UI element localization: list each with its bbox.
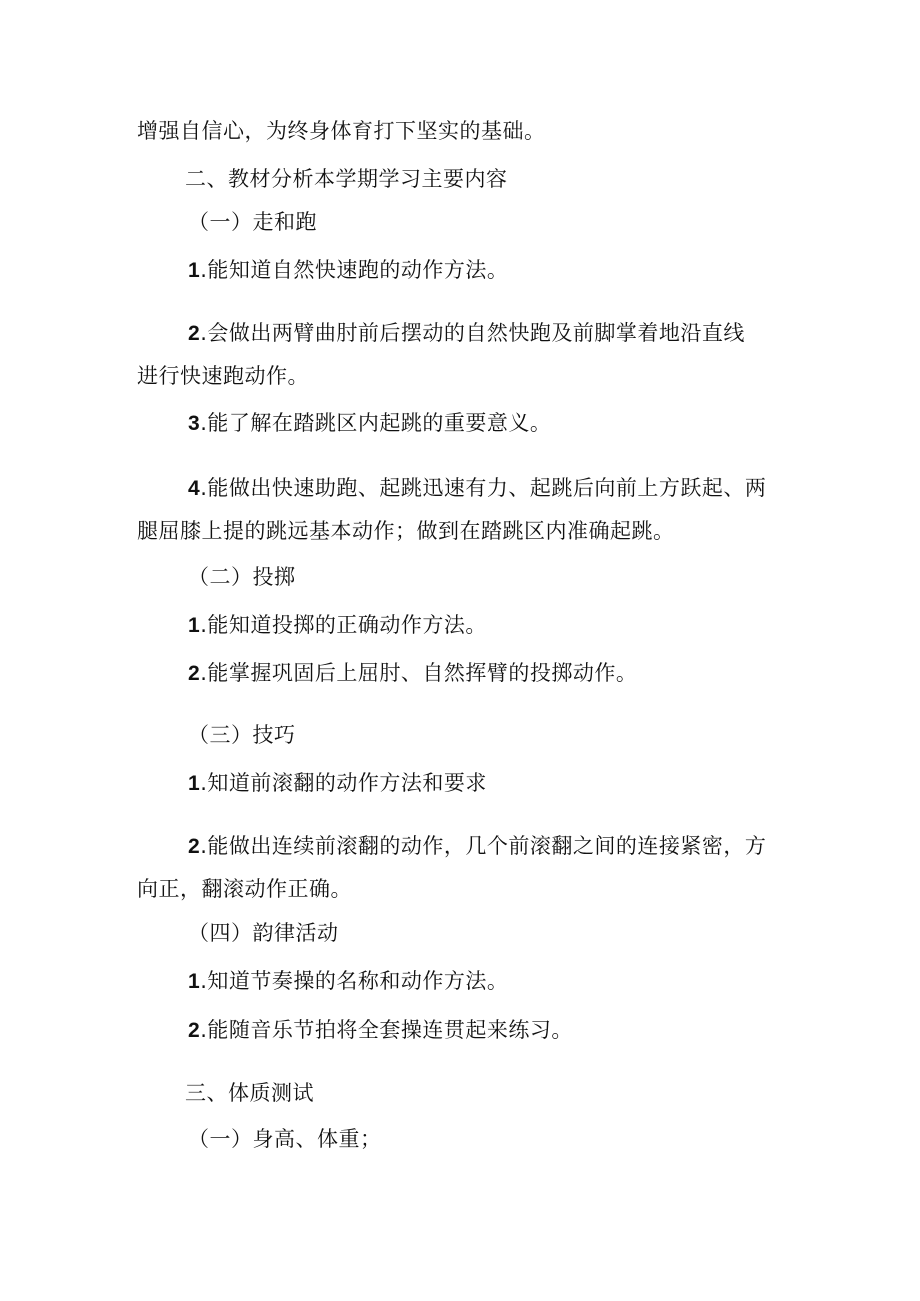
item-text: .知道节奏操的名称和动作方法。 — [200, 969, 509, 993]
part-4-item-1 — [188, 968, 508, 995]
part-1-item-4 — [188, 475, 766, 502]
part-4-item-2 — [188, 1017, 573, 1044]
part-3-heading: （三）技巧 — [188, 723, 296, 747]
section-three-item-1: （一）身高、体重； — [188, 1127, 382, 1151]
part-1-item-2 — [188, 320, 745, 347]
section-two-heading: 二、教材分析本学期学习主要内容 — [185, 167, 508, 191]
part-1-item-1 — [188, 257, 508, 284]
item-number: 1 — [188, 772, 201, 795]
part-1-heading: （一）走和跑 — [188, 210, 317, 234]
item-number: 4 — [188, 477, 201, 500]
item-text: .能知道投掷的正确动作方法。 — [200, 613, 487, 637]
part-4-heading: （四）韵律活动 — [188, 921, 339, 945]
item-number: 2 — [188, 1019, 201, 1042]
item-number: 3 — [188, 412, 201, 435]
item-text: .能掌握巩固后上屈肘、自然挥臂的投掷动作。 — [200, 661, 638, 685]
item-number: 2 — [188, 835, 201, 858]
item-text: .会做出两臂曲肘前后摆动的自然快跑及前脚掌着地沿直线 — [200, 321, 745, 345]
part-2-item-1 — [188, 612, 487, 639]
item-text: .能做出快速助跑、起跳迅速有力、起跳后向前上方跃起、两 — [200, 476, 767, 500]
item-text: .能随音乐节拍将全套操连贯起来练习。 — [200, 1018, 573, 1042]
part-1-item-3 — [188, 410, 551, 437]
part-3-item-2-continuation: 向正，翻滚动作正确。 — [137, 877, 352, 901]
part-1-item-4-continuation: 腿屈膝上提的跳远基本动作；做到在踏跳区内准确起跳。 — [137, 519, 675, 543]
section-three-heading: 三、体质测试 — [185, 1081, 314, 1105]
item-text: .能做出连续前滚翻的动作，几个前滚翻之间的连接紧密，方 — [200, 834, 767, 858]
item-text: .能了解在踏跳区内起跳的重要意义。 — [200, 411, 552, 435]
part-1-item-2-continuation: 进行快速跑动作。 — [137, 364, 309, 388]
item-text: .知道前滚翻的动作方法和要求 — [200, 771, 487, 795]
part-3-item-1 — [188, 770, 487, 797]
item-number: 2 — [188, 322, 201, 345]
part-2-item-2 — [188, 660, 637, 687]
item-text: .能知道自然快速跑的动作方法。 — [200, 258, 509, 282]
item-number: 2 — [188, 662, 201, 685]
item-number: 1 — [188, 259, 201, 282]
part-3-item-2 — [188, 833, 766, 860]
part-2-heading: （二）投掷 — [188, 565, 296, 589]
item-number: 1 — [188, 970, 201, 993]
item-number: 1 — [188, 614, 201, 637]
intro-continuation-line: 增强自信心，为终身体育打下坚实的基础。 — [137, 119, 546, 143]
